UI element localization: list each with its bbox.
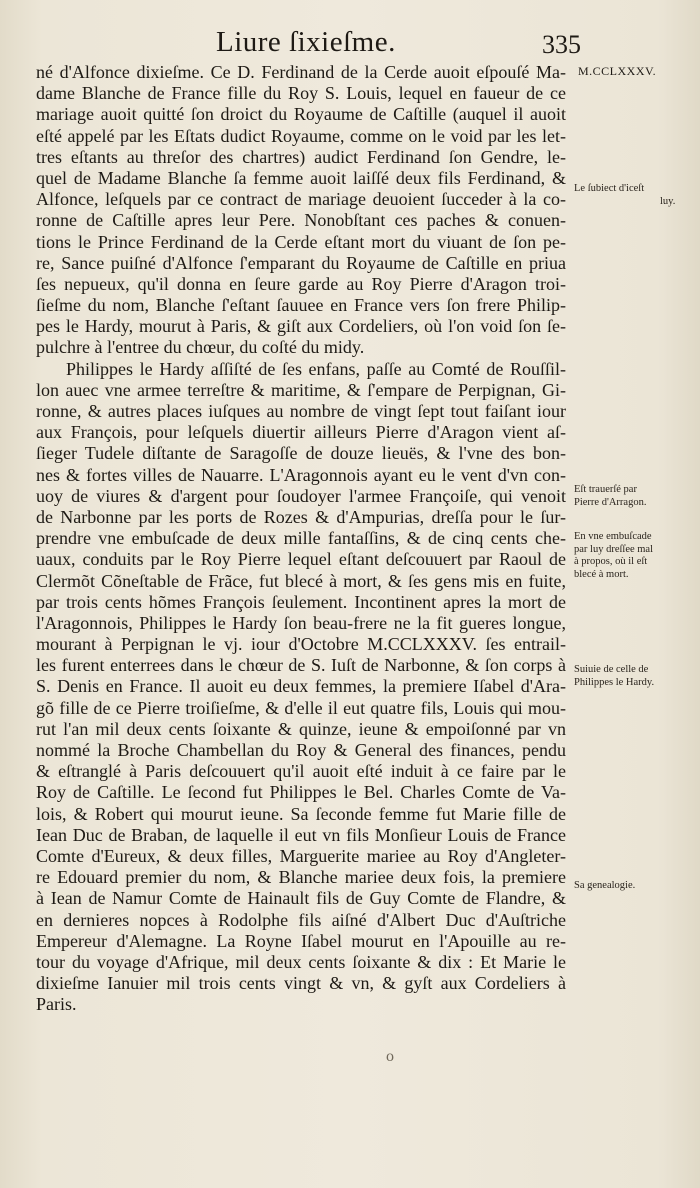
text-line: lon auec vne armee terreſtre & maritime, & ſ'empare de Perpignan, Gi- [36,379,566,400]
text-line: nes & fortes villes de Nauarre. L'Aragonnois ayant eu le vent d'vn con- [36,464,566,485]
main-text [36,62,566,1015]
text-line: Clermõt Cõneſtable de Frãce, fut blecé à mort, & ſes gens mis en fuite, [36,570,566,591]
text-line: par trois cents hõmes François ſeulement. Incontinent apres la mort de [36,591,566,612]
margin-note-line: En vne embuſcade [574,531,652,542]
text-line: tour du voyage d'Afrique, mil deux cents ſoixante & dix : Et Marie le [36,951,566,972]
text-line: uoy de viures & d'argent pour ſoudoyer l'armee Françoiſe, qui venoit [36,485,566,506]
text-line: aux François, pour leſquels diuertir ailleurs Pierre d'Aragon vient aſ- [36,422,566,443]
text-line: pes le Hardy, mourut à Paris, & giſt aux Cordeliers, où l'on void ſon ſe- [36,316,566,337]
text-line: uaux, conduits par le Roy Pierre lequel eſtant deſcouuert par Raoul de [36,549,566,570]
margin-note-line: blecé à mort. [574,568,629,580]
page-number: 335 [542,30,581,59]
text-line: re, Sance puiſné d'Alfonce ſ'emparant du Royaume de Caſtille en priua [36,252,566,273]
margin-note-line: luy. [660,195,676,207]
margin-note-ambush [574,531,694,581]
text-line: Empereur d'Alemagne. La Royne Iſabel mourut en l'Apouille au re- [36,930,566,951]
margin-note-genealogy [574,880,694,893]
text-line: tres eſtants au threſor des chartres) audict Ferdinand ſon Gendre, le- [36,146,566,167]
text-line: prendre vne embuſcade de deux mille fantaſſins, & de cinq cents che- [36,528,566,549]
margin-note-line: à propos, où il eſt [574,556,648,567]
text-line: de Narbonne par les ports de Rozes & d'Ampurias, dreſſa pour le ſur- [36,506,566,527]
margin-note-line: Pierre d'Arragon. [574,496,647,508]
margin-note-crossed [574,484,694,509]
text-line: ſieſme du nom, Blanche ſ'eſtant ſauuee en France vers ſon frere Philip- [36,295,566,316]
running-title: Liure ſixieſme. [216,26,396,58]
text-line: lois, & Robert qui mourut ieune. Sa ſeconde femme fut Marie fille de [36,803,566,824]
margin-note-line: Suiuie de celle de [574,664,649,675]
text-line: re Edouard premier du nom, & Blanche mariee deux fois, la premiere [36,867,566,888]
text-line: eſté appelé par les Eſtats dudict Royaume, comme on le void par les let- [36,125,566,146]
text-line: Alfonce, leſquels par ce contract de mariage deuoient ſucceder à la co- [36,189,566,210]
margin-note-followed [574,664,694,689]
text-line: mourant à Perpignan le vj. iour d'Octobre M.CCLXXXV. ſes entrail- [36,634,566,655]
bottom-mark: o [386,1048,394,1065]
text-line: Iean Duc de Braban, de laquelle il eut vn fils Monſieur Louis de France [36,824,566,845]
text-line: dame Blanche de France fille du Roy S. Louis, lequel en faueur de ce [36,83,566,104]
text-line: pulchre à l'entree du chœur, du coſté du midy. [36,337,365,358]
text-line: dixieſme Ianuier mil trois cents vingt & vn, & gyſt aux Cordeliers à [36,973,566,994]
margin-note-line: par luy dreſſee mal [574,543,654,555]
text-line: gõ fille de ce Pierre troiſieſme, & d'elle il eut quatre fils, Louis qui mou- [36,697,566,718]
page-header [0,26,700,66]
text-line: l'Aragonnois, Philippes le Hardy ſon beau-frere ne la fit gueres longue, [36,612,566,633]
text-line: rut l'an mil deux cents ſoixante & quinze, ieune & empoiſonné par vn [36,718,566,739]
margin-note-line: Sa genealogie. [574,880,636,891]
text-line: quel de Madame Blanche ſa femme auoit laiſſé deux fils Ferdinand, & [36,167,566,188]
text-line: tions le Prince Ferdinand de la Cerde eſtant mort du viuant de ſon pe- [36,231,566,252]
paragraph-1 [36,62,566,359]
margin-note-subject [574,183,694,208]
text-line: né d'Alfonce dixieſme. Ce D. Ferdinand de la Cerde auoit eſpouſé Ma- [36,62,566,82]
text-line: à Iean de Namur Comte de Hainault fils de Guy Comte de Flandre, & [36,888,566,909]
paragraph-2 [36,359,566,1016]
text-line: Philippes le Hardy aſſiſté de ſes enfans, paſſe au Comté de Rouſſil- [66,358,566,379]
text-line: Paris. [36,994,77,1015]
text-line: ſieger Tudele diſtante de Saragoſſe de douze lieuës, & l'vne des bon- [36,443,566,464]
text-line: Comte d'Eureux, & deux filles, Marguerite mariee au Roy d'Angleter- [36,845,566,866]
text-line: nommé la Broche Chambellan du Roy & General des finances, pendu [36,740,566,760]
text-line: les furent enterrees dans le chœur de S. Iuſt de Narbonne, & ſon corps à [36,655,566,676]
margin-year-note: M.CCLXXXV. [578,64,657,78]
margin-note-line: Eſt trauerſé par [574,484,637,495]
text-line: S. Denis en France. Il auoit eu deux femmes, la premiere Iſabel d'Ara- [36,676,566,697]
text-line: ronne de Caſtille apres leur Pere. Nonobſtant ces paches & conuen- [36,210,566,231]
text-line: ſes nepueux, qu'il donna en ſeure garde au Roy Pierre d'Aragon troi- [36,273,566,294]
text-line: mariage auoit quitté ſon droict du Royaume de Caſtille (auquel il auoit [36,104,566,125]
text-line: en dernieres nopces à Rodolphe fils aiſné d'Albert Duc d'Auſtriche [36,909,566,930]
text-line: & eſtranglé à Paris deſcouuert qu'il auoit eſté induit à ce faire par le [36,761,566,782]
text-line: Roy de Caſtille. Le ſecond fut Philippes le Bel. Charles Comte de Va- [36,782,566,803]
margin-note-line: Philippes le Hardy. [574,676,655,688]
margin-note-line: Le ſubiect d'iceſt [574,183,645,194]
text-line: ronne, & autres places iuſques au nombre de vingt ſept tout faiſant iour [36,401,566,421]
